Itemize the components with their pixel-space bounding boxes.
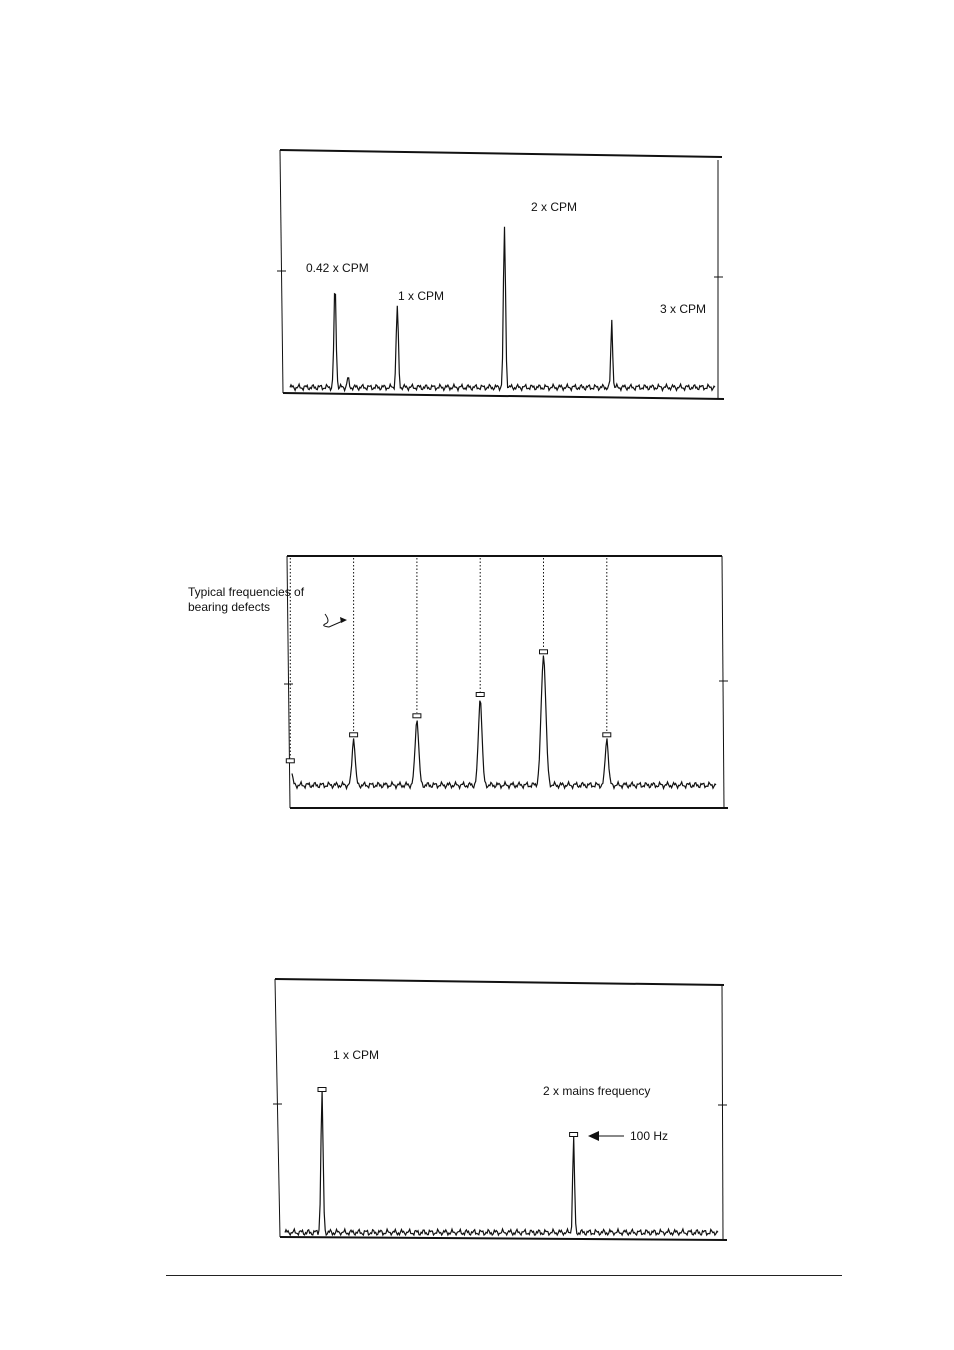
chart-3-left-axis — [275, 979, 280, 1237]
chart-2-marker-lines — [290, 558, 607, 758]
chart-1-label-0: 0.42 x CPM — [306, 261, 369, 275]
chart-3-label-0: 1 x CPM — [333, 1048, 380, 1062]
peak-marker-3 — [476, 693, 484, 697]
chart-2-peak-markers — [286, 650, 611, 763]
chart-1-bottom-axis — [283, 393, 724, 399]
peak-marker-0 — [318, 1088, 326, 1092]
chart-2-annotation-arrowhead — [340, 617, 347, 623]
chart-1-top-axis — [280, 150, 722, 157]
chart-3-spectrum-trace — [285, 1090, 718, 1235]
peak-marker-2 — [413, 714, 421, 718]
chart-2-annotation-line-1: Typical frequencies of — [188, 585, 305, 599]
peak-marker-4 — [540, 650, 548, 654]
chart-1-label-2: 2 x CPM — [531, 200, 578, 214]
footer-rule — [166, 1275, 842, 1276]
chart-3-arrow-label: 100 Hz — [630, 1129, 669, 1143]
chart-1 — [277, 150, 724, 399]
chart-2-spectrum-trace — [292, 656, 716, 789]
chart-3 — [273, 979, 727, 1240]
peak-marker-0 — [286, 759, 294, 763]
chart-2-right-axis — [722, 556, 724, 808]
peak-marker-5 — [603, 733, 611, 737]
chart-3-label-1: 2 x mains frequency — [543, 1084, 651, 1098]
chart-3-right-axis — [722, 985, 723, 1239]
chart-3-peak-markers — [318, 1088, 578, 1137]
chart-3-arrowhead — [588, 1131, 599, 1141]
chart-1-spectrum-trace — [290, 227, 715, 391]
chart-3-bottom-axis — [280, 1237, 727, 1240]
chart-2-annotation-line-2: bearing defects — [188, 600, 271, 614]
chart-2 — [188, 556, 728, 808]
chart-1-label-1: 1 x CPM — [398, 289, 445, 303]
chart-3-top-axis — [275, 979, 724, 985]
peak-marker-1 — [570, 1133, 578, 1137]
peak-marker-1 — [350, 733, 358, 737]
chart-1-label-3: 3 x CPM — [660, 302, 707, 316]
